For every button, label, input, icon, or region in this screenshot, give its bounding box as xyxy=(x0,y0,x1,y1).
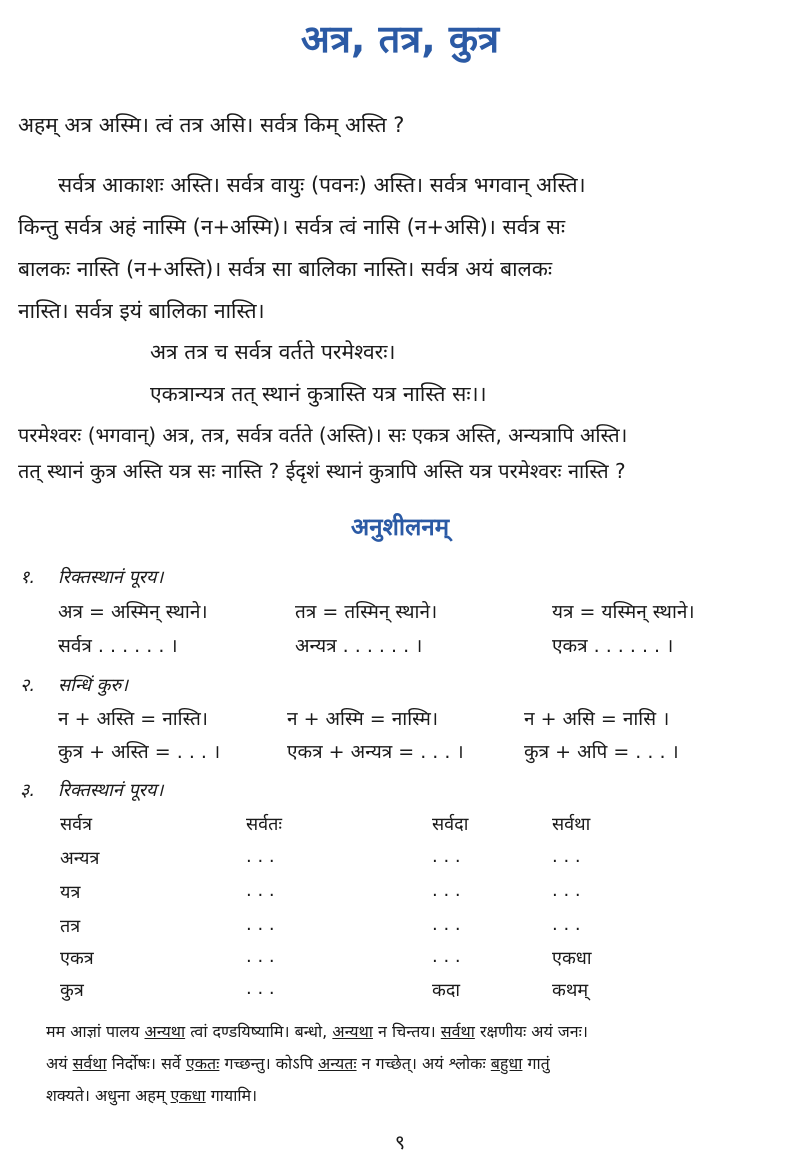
note-text: मम आज्ञां पालय xyxy=(46,1022,145,1041)
note-text: गातुं xyxy=(522,1054,550,1073)
note-text: त्वां दण्डयिष्यामि। बन्धो, xyxy=(185,1022,333,1041)
paragraph-line: नास्ति। सर्वत्र इयं बालिका नास्ति। xyxy=(18,299,265,323)
note-underlined-word: एकतः xyxy=(185,1054,220,1073)
exercise-1-cell: एकत्र . . . . . . । xyxy=(552,635,674,657)
note-text: गच्छन्तु। कोऽपि xyxy=(219,1054,318,1073)
note-text: न चिन्तय। xyxy=(372,1022,441,1041)
note-line xyxy=(46,1082,766,1109)
paragraph-line: बालकः नास्ति (न+अस्ति)। सर्वत्र सा बालिका नास्ति। सर्वत्र अयं बालकः xyxy=(18,257,553,281)
exercise-1-heading xyxy=(20,565,163,589)
exercise-instruction: रिक्तस्थानं पूरय। xyxy=(58,780,164,801)
note-text: गायामि। xyxy=(205,1086,258,1105)
exercise-2-cell: न + अस्मि = नास्मि। xyxy=(287,708,439,730)
exercise-number: ३. xyxy=(20,780,36,801)
shloka-line: अत्र तत्र च सर्वत्र वर्तते परमेश्वरः। xyxy=(150,340,396,364)
exercise-title: अनुशीलनम् xyxy=(350,513,450,541)
note-underlined-word: सर्वथा xyxy=(72,1054,107,1073)
table-cell: एकधा xyxy=(552,948,592,969)
table-cell: सर्वथा xyxy=(552,814,591,835)
note-text: रक्षणीयः अयं जनः। xyxy=(474,1022,588,1041)
table-cell: सर्वतः xyxy=(246,814,283,835)
table-cell: . . . xyxy=(246,914,275,935)
table-cell: सर्वदा xyxy=(432,814,469,835)
table-cell: . . . xyxy=(246,978,275,999)
table-cell: . . . xyxy=(432,880,461,901)
paragraph2-line: परमेश्वरः (भगवान्) अत्र, तत्र, सर्वत्र वर्तते (अस्ति)। सः एकत्र अस्ति, अन्यत्रापि अस्ति। xyxy=(18,423,628,447)
table-cell: . . . xyxy=(432,914,461,935)
paragraph-line: किन्तु सर्वत्र अहं नास्मि (न+अस्मि)। सर्वत्र त्वं नासि (न+असि)। सर्वत्र सः xyxy=(18,215,566,239)
exercise-number: १. xyxy=(20,567,36,588)
exercise-1-cell: अन्यत्र . . . . . . । xyxy=(295,635,423,657)
note-underlined-word: बहुधा xyxy=(490,1054,523,1073)
note-underlined-word: अन्यथा xyxy=(332,1022,373,1041)
table-cell: . . . xyxy=(246,880,275,901)
table-cell: यत्र xyxy=(60,882,81,903)
table-cell: . . . xyxy=(552,914,581,935)
table-cell: एकत्र xyxy=(60,948,94,969)
exercise-1-cell: सर्वत्र . . . . . . । xyxy=(58,635,178,657)
exercise-2-cell: कुत्र + अपि = . . . । xyxy=(524,741,679,763)
exercise-1-cell: यत्र = यस्मिन् स्थाने। xyxy=(552,601,695,623)
table-cell: कथम् xyxy=(552,980,589,1001)
table-cell: . . . xyxy=(246,946,275,967)
exercise-2-cell: कुत्र + अस्ति = . . . । xyxy=(58,741,221,763)
shloka-line: एकत्रान्यत्र तत् स्थानं कुत्रास्ति यत्र नास्ति सः।। xyxy=(150,382,487,406)
note-text: न गच्छेत्। अयं श्लोकः xyxy=(356,1054,491,1073)
table-cell: . . . xyxy=(246,846,275,867)
table-cell: तत्र xyxy=(60,916,81,937)
intro-line: अहम् अत्र अस्मि। त्वं तत्र असि। सर्वत्र किम् अस्ति ? xyxy=(18,113,405,137)
exercise-3-heading xyxy=(20,778,163,802)
note-underlined-word: सर्वथा xyxy=(440,1022,475,1041)
exercise-1-cell: अत्र = अस्मिन् स्थाने। xyxy=(58,601,208,623)
page-number: ९ xyxy=(394,1130,406,1154)
note-line xyxy=(46,1050,766,1077)
exercise-1-cell: तत्र = तस्मिन् स्थाने। xyxy=(295,601,438,623)
table-cell: कुत्र xyxy=(60,980,84,1001)
table-cell: . . . xyxy=(552,880,581,901)
exercise-instruction: रिक्तस्थानं पूरय। xyxy=(58,567,164,588)
note-text: अयं xyxy=(46,1054,73,1073)
note-line xyxy=(46,1018,766,1045)
table-cell: कदा xyxy=(432,980,461,1001)
table-cell: . . . xyxy=(552,846,581,867)
exercise-2-cell: न + अस्ति = नास्ति। xyxy=(58,708,209,730)
note-text: निर्दोषः। सर्वे xyxy=(106,1054,186,1073)
note-text: शक्यते। अधुना अहम् xyxy=(46,1086,171,1105)
table-cell: सर्वत्र xyxy=(60,814,93,835)
table-cell: . . . xyxy=(432,946,461,967)
exercise-instruction: सन्धिं कुरु। xyxy=(58,675,129,696)
paragraph2-line: तत् स्थानं कुत्र अस्ति यत्र सः नास्ति ? ईदृशं स्थानं कुत्रापि अस्ति यत्र परमेश्वरः नास्ति ? xyxy=(18,459,626,483)
table-cell: अन्यत्र xyxy=(60,848,100,869)
page-title: अत्र, तत्र, कुत्र xyxy=(300,17,500,61)
exercise-number: २. xyxy=(20,675,36,696)
note-underlined-word: अन्यतः xyxy=(318,1054,357,1073)
paragraph-line: सर्वत्र आकाशः अस्ति। सर्वत्र वायुः (पवनः) अस्ति। सर्वत्र भगवान् अस्ति। xyxy=(58,173,586,197)
note-underlined-word: अन्यथा xyxy=(144,1022,186,1041)
exercise-2-cell: न + असि = नासि । xyxy=(524,708,670,730)
exercise-2-cell: एकत्र + अन्यत्र = . . . । xyxy=(287,741,464,763)
table-cell: . . . xyxy=(432,846,461,867)
exercise-2-heading xyxy=(20,673,128,697)
note-underlined-word: एकधा xyxy=(170,1086,206,1105)
